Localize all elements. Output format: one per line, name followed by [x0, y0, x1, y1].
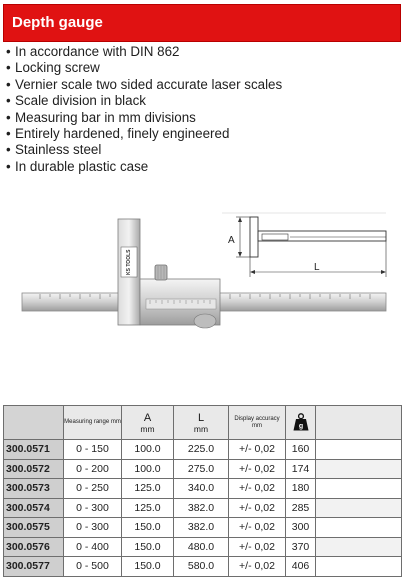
feature-item: • Entirely hardened, finely engineered [6, 126, 230, 142]
article-number: 300.0574 [4, 498, 64, 518]
cell-l: 340.0 [174, 479, 229, 499]
cell-filler [316, 518, 402, 538]
article-number: 300.0575 [4, 518, 64, 538]
cell-a: 150.0 [122, 557, 174, 577]
svg-text:KS TOOLS: KS TOOLS [126, 249, 132, 275]
cell-filler [316, 537, 402, 557]
header-a: A mm [122, 406, 174, 440]
cell-accuracy: +/- 0,02 [229, 498, 286, 518]
table-header-row [4, 406, 402, 440]
cell-l: 580.0 [174, 557, 229, 577]
feature-item: • Measuring bar in mm divisions [6, 109, 196, 125]
cell-accuracy: +/- 0,02 [229, 557, 286, 577]
cell-filler [316, 498, 402, 518]
cell-l: 382.0 [174, 498, 229, 518]
cell-range: 0 - 200 [64, 459, 122, 479]
feature-item: • In accordance with DIN 862 [6, 44, 180, 59]
table-row [4, 479, 402, 499]
table-row [4, 440, 402, 460]
cell-accuracy: +/- 0,02 [229, 459, 286, 479]
cell-a: 100.0 [122, 459, 174, 479]
table-row [4, 498, 402, 518]
drawing-label-a: A [228, 235, 235, 246]
cell-weight: 180 [286, 479, 316, 499]
cell-weight: 300 [286, 518, 316, 538]
feature-item: • Scale division in black [6, 93, 146, 109]
cell-l: 225.0 [174, 440, 229, 460]
feature-item: • Locking screw [6, 60, 100, 76]
table-row [4, 537, 402, 557]
cell-l: 480.0 [174, 537, 229, 557]
cell-range: 0 - 250 [64, 479, 122, 499]
feature-item: • In durable plastic case [6, 158, 149, 174]
article-number: 300.0572 [4, 459, 64, 479]
article-number: 300.0577 [4, 557, 64, 577]
cell-weight: 370 [286, 537, 316, 557]
cell-filler [316, 479, 402, 499]
specification-table [3, 405, 402, 577]
cell-range: 0 - 300 [64, 518, 122, 538]
cell-weight: 160 [286, 440, 316, 460]
cell-a: 150.0 [122, 518, 174, 538]
svg-text:g: g [298, 423, 303, 431]
feature-item: • Vernier scale two sided accurate laser scales [6, 76, 283, 92]
brand-logo [121, 247, 137, 277]
article-number: 300.0576 [4, 537, 64, 557]
table-row [4, 459, 402, 479]
cell-l: 275.0 [174, 459, 229, 479]
cell-range: 0 - 300 [64, 498, 122, 518]
cell-accuracy: +/- 0,02 [229, 537, 286, 557]
cell-range: 0 - 400 [64, 537, 122, 557]
cell-accuracy: +/- 0,02 [229, 440, 286, 460]
cell-range: 0 - 500 [64, 557, 122, 577]
article-number: 300.0571 [4, 440, 64, 460]
cell-weight: 174 [286, 459, 316, 479]
cell-range: 0 - 150 [64, 440, 122, 460]
depth-gauge-image [22, 219, 386, 328]
title-bar [3, 4, 401, 42]
cell-filler [316, 440, 402, 460]
cell-accuracy: +/- 0,02 [229, 518, 286, 538]
header-filler [316, 406, 402, 440]
cell-accuracy: +/- 0,02 [229, 479, 286, 499]
cell-a: 125.0 [122, 498, 174, 518]
weight-icon [293, 413, 309, 431]
cell-a: 150.0 [122, 537, 174, 557]
table-row [4, 518, 402, 538]
product-illustration [0, 195, 404, 395]
cell-l: 382.0 [174, 518, 229, 538]
header-l: L mm [174, 406, 229, 440]
page-title: Depth gauge [12, 14, 103, 31]
header-code [4, 406, 64, 440]
feature-list [6, 44, 282, 175]
cell-filler [316, 557, 402, 577]
feature-item: • Stainless steel [6, 142, 102, 158]
cell-weight: 406 [286, 557, 316, 577]
article-number: 300.0573 [4, 479, 64, 499]
technical-drawing [222, 213, 386, 277]
header-range: Measuring range mm [64, 406, 122, 440]
table-row [4, 557, 402, 577]
cell-weight: 285 [286, 498, 316, 518]
cell-a: 125.0 [122, 479, 174, 499]
cell-a: 100.0 [122, 440, 174, 460]
cell-filler [316, 459, 402, 479]
header-weight [286, 406, 316, 440]
drawing-label-l: L [314, 262, 320, 273]
header-accuracy: Display accuracy mm [229, 406, 286, 440]
